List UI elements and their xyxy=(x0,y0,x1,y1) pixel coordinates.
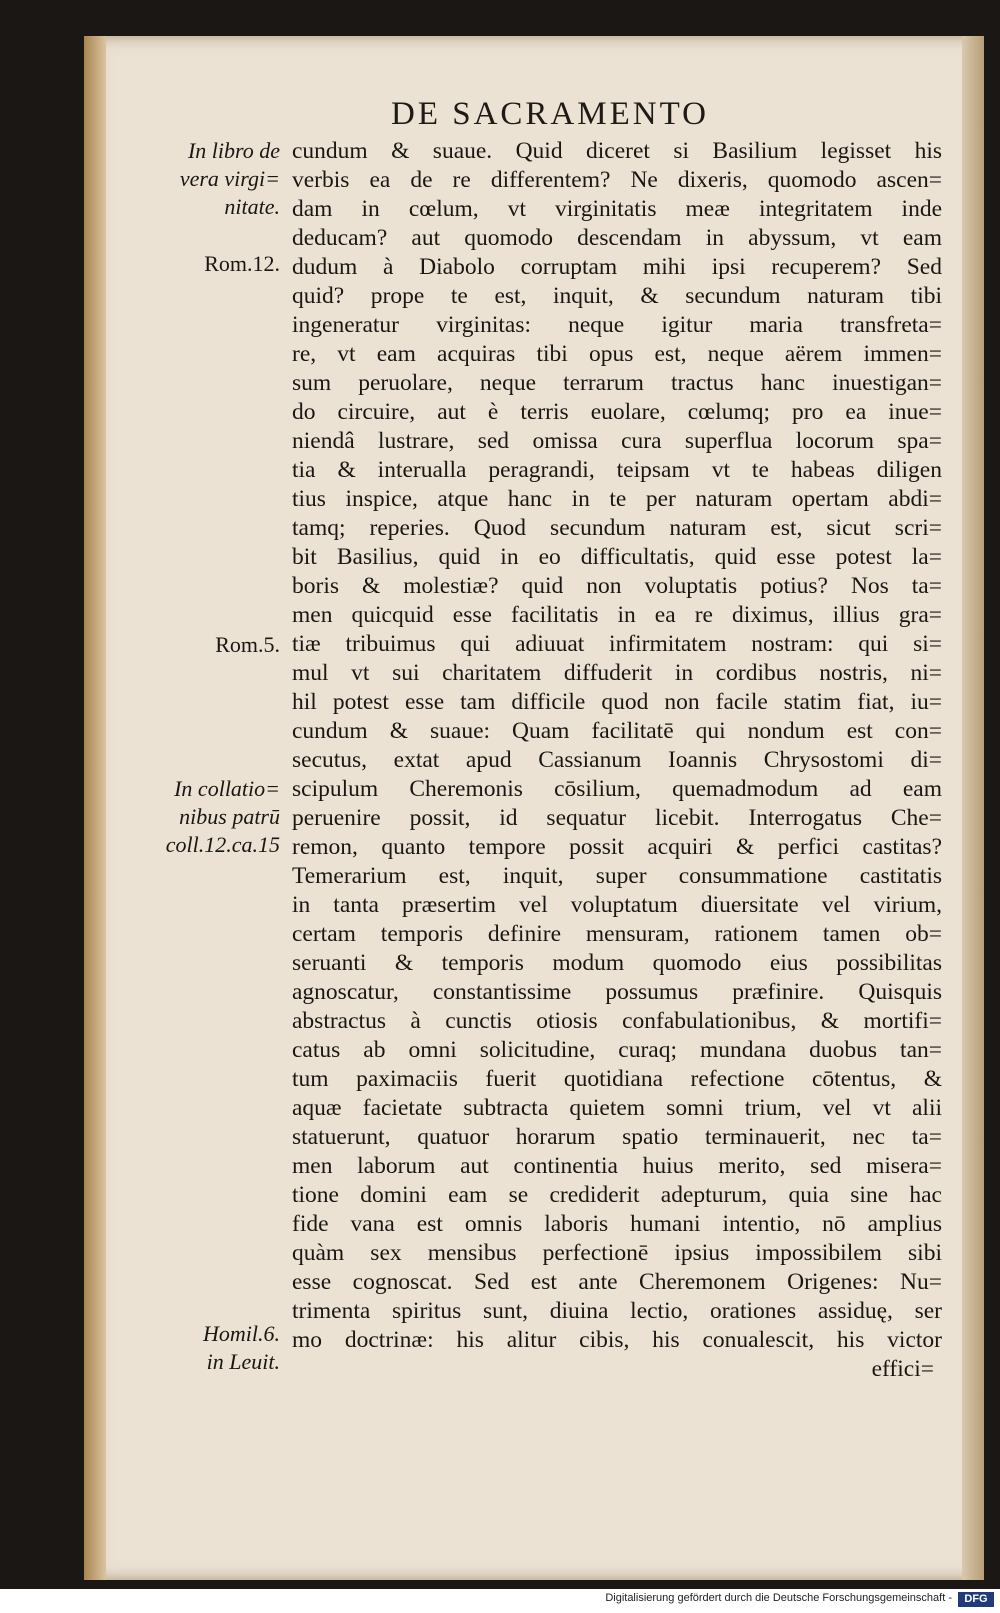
text-line: scipulum Cheremonis cōsilium, quemadmodum ad eam xyxy=(292,776,942,802)
margin-note-rom-12 xyxy=(130,250,280,278)
text-line: seruanti & temporis modum quomodo eius possibilitas xyxy=(292,950,942,976)
text-line: catus ab omni solicitudine, curaq; mundana duobus tan= xyxy=(292,1037,942,1063)
text-line: tius inspice, atque hanc in te per naturam opertam abdi= xyxy=(292,486,942,512)
text-line: abstractus à cunctis otiosis confabulationibus, & mortifi= xyxy=(292,1008,942,1034)
text-line: men quicquid esse facilitatis in ea re diximus, illius gra= xyxy=(292,602,942,628)
margin-note-line: In libro de xyxy=(187,138,280,163)
text-line: secutus, extat apud Cassianum Ioannis Chrysostomi di= xyxy=(292,747,942,773)
text-line: sum peruolare, neque terrarum tractus hanc inuestigan= xyxy=(292,370,942,396)
margin-note-line: Rom.12. xyxy=(204,251,280,276)
catchword: effici= xyxy=(871,1356,934,1382)
text-line: certam temporis definire mensuram, rationem tamen ob= xyxy=(292,921,942,947)
text-line: hil potest esse tam difficile quod non facile statim fiat, iu= xyxy=(292,689,942,715)
text-line: in tanta præsertim vel voluptatum diuersitate vel virium, xyxy=(292,892,942,918)
text-line: dudum à Diabolo corruptam mihi ipsi recuperem? Sed xyxy=(292,254,942,280)
margin-note-in-libro xyxy=(130,137,280,221)
text-line: remon, quanto tempore possit acquiri & perfici castitas? xyxy=(292,834,942,860)
text-line: trimenta spiritus sunt, diuina lectio, orationes assiduę, ser xyxy=(292,1298,942,1324)
margin-note-line: nibus patrū xyxy=(179,804,280,829)
margin-note-line: Homil.6. xyxy=(203,1321,280,1346)
text-line: cundum & suaue: Quam facilitatē qui nondum est con= xyxy=(292,718,942,744)
text-line: agnoscatur, constantissime possumus præfinire. Quisquis xyxy=(292,979,942,1005)
text-line: ingeneratur virginitas: neque igitur maria transfreta= xyxy=(292,312,942,338)
body-text xyxy=(292,137,942,1384)
margin-note-line: in Leuit. xyxy=(206,1349,280,1374)
text-line: quàm sex mensibus perfectionē ipsius impossibilem sibi xyxy=(292,1240,942,1266)
margin-note-rom-5 xyxy=(130,631,280,659)
margin-note-in-collationibus xyxy=(130,775,280,859)
text-line: tiæ tribuimus qui adiuuat infirmitatem nostram: qui si= xyxy=(292,631,942,657)
dfg-logo: DFG xyxy=(958,1592,994,1607)
text-line: peruenire possit, id sequatur licebit. Interrogatus Che= xyxy=(292,805,942,831)
margin-note-homil xyxy=(130,1320,280,1376)
text-line: verbis ea de re differentem? Ne dixeris, quomodo ascen= xyxy=(292,167,942,193)
page-gutter-shadow xyxy=(84,36,106,1580)
text-line: fide vana est omnis laboris humani intentio, nō amplius xyxy=(292,1211,942,1237)
page-fore-edge xyxy=(962,36,984,1580)
text-line: mul vt sui charitatem diffuderit in cordibus nostris, ni= xyxy=(292,660,942,686)
text-line: cundum & suaue. Quid diceret si Basilium legisset his xyxy=(292,138,942,164)
text-line: tamq; reperies. Quod secundum naturam est, sicut scri= xyxy=(292,515,942,541)
text-line: men laborum aut continentia huius merito, sed misera= xyxy=(292,1153,942,1179)
text-line: mo doctrinæ: his alitur cibis, his conualescit, his victor xyxy=(292,1327,942,1353)
text-line: dam in cœlum, vt virginitatis meæ integritatem inde xyxy=(292,196,942,222)
footer-credit: Digitalisierung gefördert durch die Deutsche Forschungsgemeinschaft - xyxy=(605,1592,952,1604)
text-line: do circuire, aut è terris euolare, cœlumq; pro ea inue= xyxy=(292,399,942,425)
text-line: aquæ facietate subtracta quietem somni trium, vel vt alii xyxy=(292,1095,942,1121)
text-line: re, vt eam acquiras tibi opus est, neque aërem immen= xyxy=(292,341,942,367)
footer-bar xyxy=(0,1589,1000,1613)
text-line: bit Basilius, quid in eo difficultatis, quid esse potest la= xyxy=(292,544,942,570)
margin-note-line: nitate. xyxy=(224,194,280,219)
text-line: esse cognoscat. Sed est ante Cheremonem Origenes: Nu= xyxy=(292,1269,942,1295)
text-line: quid? prope te est, inquit, & secundum naturam tibi xyxy=(292,283,942,309)
margin-note-line: coll.12.ca.15 xyxy=(165,832,280,857)
text-line: statuerunt, quatuor horarum spatio terminauerit, nec ta= xyxy=(292,1124,942,1150)
margin-note-line: In collatio= xyxy=(174,776,280,801)
margin-note-line: Rom.5. xyxy=(215,632,280,657)
text-line: tione domini eam se crediderit adepturum, quia sine hac xyxy=(292,1182,942,1208)
text-line: niendâ lustrare, sed omissa cura superflua locorum spa= xyxy=(292,428,942,454)
running-head: DE SACRAMENTO xyxy=(390,96,709,132)
text-line: deducam? aut quomodo descendam in abyssum, vt eam xyxy=(292,225,942,251)
text-line: tum paximaciis fuerit quotidiana refectione cōtentus, & xyxy=(292,1066,942,1092)
text-line: boris & molestiæ? quid non voluptatis potius? Nos ta= xyxy=(292,573,942,599)
margin-note-line: vera virgi= xyxy=(179,166,280,191)
text-line: tia & interualla peragrandi, teipsam vt te habeas diligen xyxy=(292,457,942,483)
text-line: Temerarium est, inquit, super consummatione castitatis xyxy=(292,863,942,889)
